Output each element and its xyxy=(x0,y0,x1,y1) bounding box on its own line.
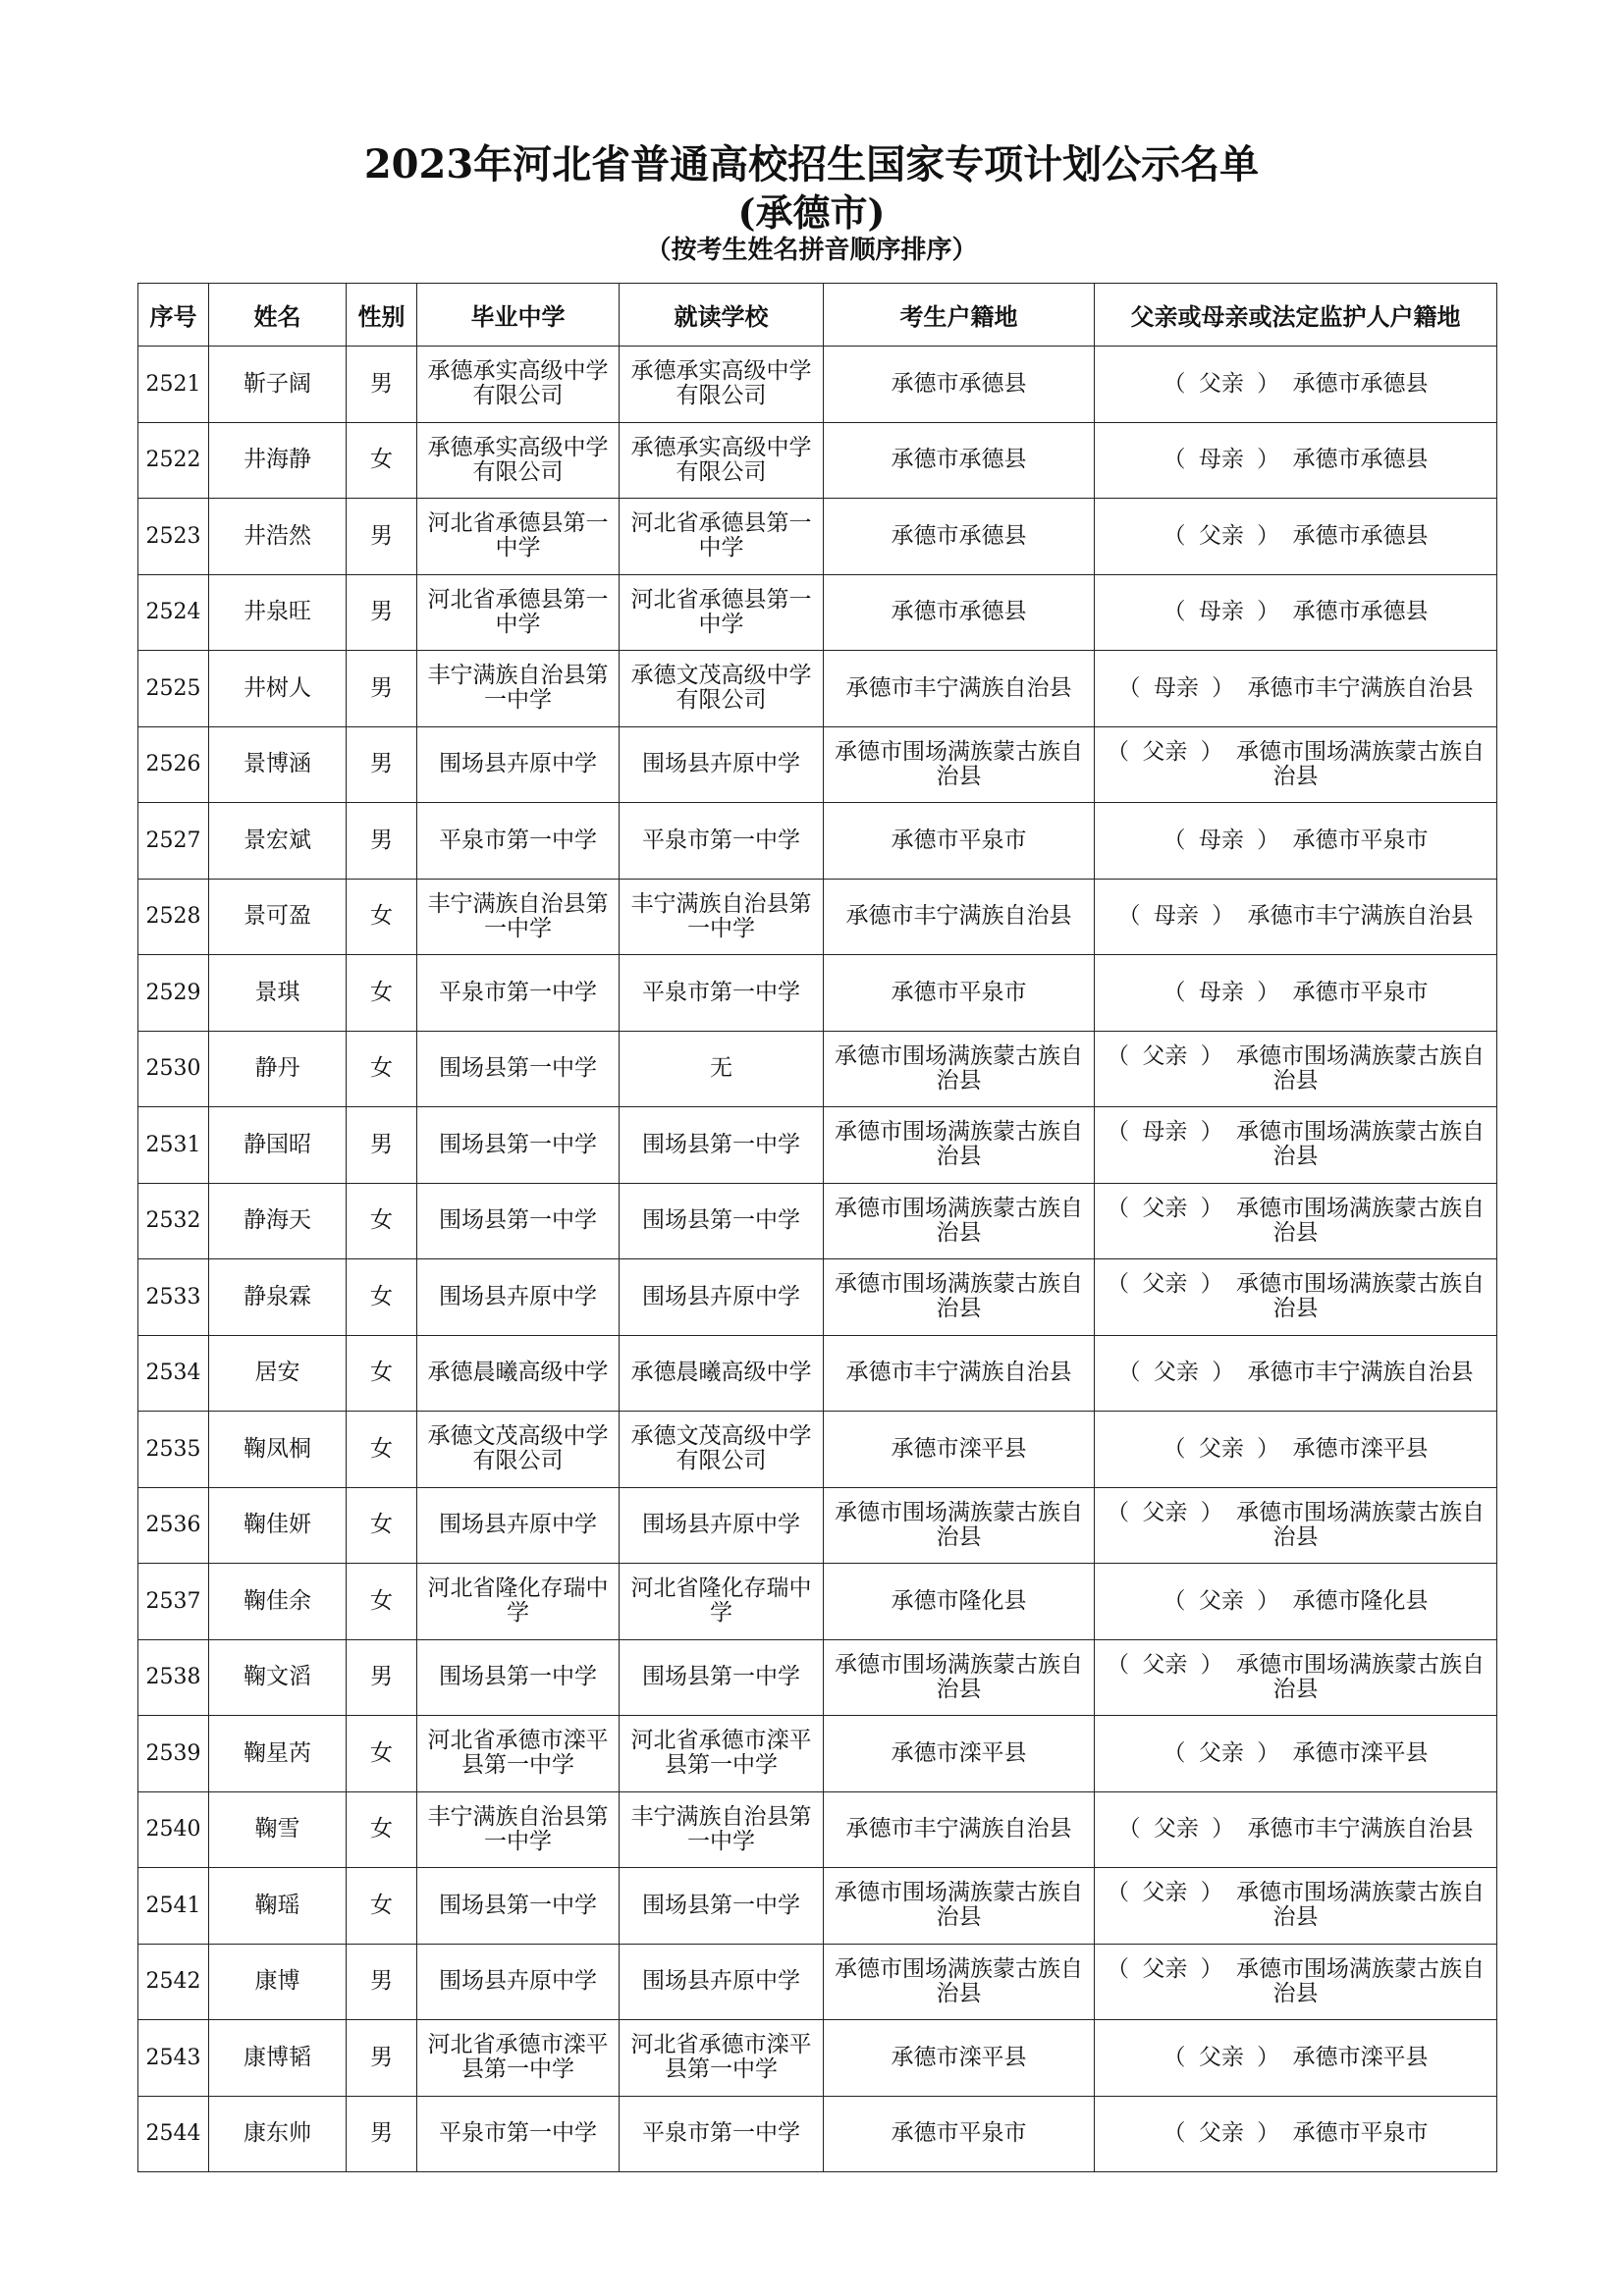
parent-domicile-cell: （ 父亲 ） 承德市围场满族蒙古族自治县 xyxy=(1095,1259,1497,1336)
candidate-domicile-cell: 承德市滦平县 xyxy=(824,1716,1095,1792)
parent-domicile-cell: （ 父亲 ） 承德市围场满族蒙古族自治县 xyxy=(1095,726,1497,803)
candidate-domicile-cell: 承德市丰宁满族自治县 xyxy=(824,1791,1095,1868)
name-cell: 井海静 xyxy=(209,422,347,499)
current-school-cell: 平泉市第一中学 xyxy=(620,803,824,880)
seq-cell: 2539 xyxy=(138,1716,209,1792)
graduate-school-cell: 围场县第一中学 xyxy=(417,1107,620,1184)
name-cell: 康东帅 xyxy=(209,2096,347,2172)
graduate-school-cell: 围场县卉原中学 xyxy=(417,1487,620,1564)
table-row xyxy=(138,347,1497,423)
candidate-domicile-cell: 承德市围场满族蒙古族自治县 xyxy=(824,1639,1095,1716)
header-seq: 序号 xyxy=(138,284,209,347)
graduate-school-cell: 围场县第一中学 xyxy=(417,1183,620,1259)
table-row xyxy=(138,1639,1497,1716)
table-row xyxy=(138,1335,1497,1412)
table-row xyxy=(138,1107,1497,1184)
gender-cell: 女 xyxy=(347,879,417,955)
graduate-school-cell: 河北省隆化存瑞中学 xyxy=(417,1564,620,1640)
table-row xyxy=(138,1868,1497,1945)
parent-domicile-cell: （ 父亲 ） 承德市承德县 xyxy=(1095,347,1497,423)
candidate-domicile-cell: 承德市丰宁满族自治县 xyxy=(824,1335,1095,1412)
name-cell: 井树人 xyxy=(209,651,347,727)
seq-cell: 2533 xyxy=(138,1259,209,1336)
gender-cell: 女 xyxy=(347,955,417,1032)
graduate-school-cell: 承德承实高级中学有限公司 xyxy=(417,422,620,499)
gender-cell: 女 xyxy=(347,1335,417,1412)
name-cell: 井泉旺 xyxy=(209,574,347,651)
parent-domicile-cell: （ 父亲 ） 承德市围场满族蒙古族自治县 xyxy=(1095,1868,1497,1945)
name-cell: 鞠佳余 xyxy=(209,1564,347,1640)
current-school-cell: 承德承实高级中学有限公司 xyxy=(620,422,824,499)
name-cell: 鞠星芮 xyxy=(209,1716,347,1792)
parent-domicile-cell: （ 父亲 ） 承德市围场满族蒙古族自治县 xyxy=(1095,1183,1497,1259)
parent-domicile-cell: （ 母亲 ） 承德市围场满族蒙古族自治县 xyxy=(1095,1107,1497,1184)
name-cell: 静海天 xyxy=(209,1183,347,1259)
parent-domicile-cell: （ 父亲 ） 承德市滦平县 xyxy=(1095,1412,1497,1488)
graduate-school-cell: 河北省承德市滦平县第一中学 xyxy=(417,1716,620,1792)
document-title: 2023年河北省普通高校招生国家专项计划公示名单 xyxy=(363,141,1260,187)
gender-cell: 男 xyxy=(347,499,417,575)
name-cell: 康博 xyxy=(209,1944,347,2020)
table-row xyxy=(138,1944,1497,2020)
current-school-cell: 河北省隆化存瑞中学 xyxy=(620,1564,824,1640)
gender-cell: 女 xyxy=(347,1868,417,1945)
parent-domicile-cell: （ 父亲 ） 承德市滦平县 xyxy=(1095,1716,1497,1792)
graduate-school-cell: 围场县卉原中学 xyxy=(417,1259,620,1336)
name-cell: 静丹 xyxy=(209,1031,347,1107)
table-row xyxy=(138,2020,1497,2097)
current-school-cell: 承德文茂高级中学有限公司 xyxy=(620,1412,824,1488)
seq-cell: 2523 xyxy=(138,499,209,575)
seq-cell: 2526 xyxy=(138,726,209,803)
candidate-domicile-cell: 承德市围场满族蒙古族自治县 xyxy=(824,1183,1095,1259)
table-row xyxy=(138,726,1497,803)
seq-cell: 2528 xyxy=(138,879,209,955)
seq-cell: 2538 xyxy=(138,1639,209,1716)
gender-cell: 男 xyxy=(347,574,417,651)
candidate-table xyxy=(137,283,1497,2172)
gender-cell: 女 xyxy=(347,1487,417,1564)
table-row xyxy=(138,1183,1497,1259)
graduate-school-cell: 围场县卉原中学 xyxy=(417,1944,620,2020)
parent-domicile-cell: （ 父亲 ） 承德市丰宁满族自治县 xyxy=(1095,1335,1497,1412)
current-school-cell: 围场县卉原中学 xyxy=(620,1259,824,1336)
parent-domicile-cell: （ 父亲 ） 承德市围场满族蒙古族自治县 xyxy=(1095,1487,1497,1564)
table-row xyxy=(138,1412,1497,1488)
seq-cell: 2540 xyxy=(138,1791,209,1868)
seq-cell: 2532 xyxy=(138,1183,209,1259)
current-school-cell: 河北省承德县第一中学 xyxy=(620,574,824,651)
gender-cell: 女 xyxy=(347,1183,417,1259)
parent-domicile-cell: （ 父亲 ） 承德市滦平县 xyxy=(1095,2020,1497,2097)
seq-cell: 2531 xyxy=(138,1107,209,1184)
gender-cell: 女 xyxy=(347,1791,417,1868)
header-current-school: 就读学校 xyxy=(620,284,824,347)
graduate-school-cell: 围场县第一中学 xyxy=(417,1868,620,1945)
current-school-cell: 丰宁满族自治县第一中学 xyxy=(620,879,824,955)
table-row xyxy=(138,1031,1497,1107)
parent-domicile-cell: （ 母亲 ） 承德市平泉市 xyxy=(1095,803,1497,880)
candidate-domicile-cell: 承德市丰宁满族自治县 xyxy=(824,879,1095,955)
candidate-domicile-cell: 承德市承德县 xyxy=(824,347,1095,423)
candidate-domicile-cell: 承德市平泉市 xyxy=(824,2096,1095,2172)
seq-cell: 2521 xyxy=(138,347,209,423)
seq-cell: 2529 xyxy=(138,955,209,1032)
name-cell: 井浩然 xyxy=(209,499,347,575)
current-school-cell: 围场县卉原中学 xyxy=(620,1944,824,2020)
current-school-cell: 围场县卉原中学 xyxy=(620,726,824,803)
current-school-cell: 围场县第一中学 xyxy=(620,1183,824,1259)
current-school-cell: 围场县第一中学 xyxy=(620,1107,824,1184)
parent-domicile-cell: （ 母亲 ） 承德市承德县 xyxy=(1095,422,1497,499)
name-cell: 康博韬 xyxy=(209,2020,347,2097)
graduate-school-cell: 平泉市第一中学 xyxy=(417,2096,620,2172)
table-row xyxy=(138,955,1497,1032)
current-school-cell: 围场县第一中学 xyxy=(620,1868,824,1945)
graduate-school-cell: 平泉市第一中学 xyxy=(417,803,620,880)
gender-cell: 男 xyxy=(347,803,417,880)
gender-cell: 女 xyxy=(347,1716,417,1792)
table-row xyxy=(138,803,1497,880)
seq-cell: 2534 xyxy=(138,1335,209,1412)
graduate-school-cell: 河北省承德县第一中学 xyxy=(417,499,620,575)
candidate-domicile-cell: 承德市平泉市 xyxy=(824,803,1095,880)
candidate-domicile-cell: 承德市围场满族蒙古族自治县 xyxy=(824,1031,1095,1107)
header-name: 姓名 xyxy=(209,284,347,347)
parent-domicile-cell: （ 母亲 ） 承德市平泉市 xyxy=(1095,955,1497,1032)
document-subtitle: (承德市) xyxy=(737,190,886,235)
name-cell: 景宏斌 xyxy=(209,803,347,880)
name-cell: 静泉霖 xyxy=(209,1259,347,1336)
graduate-school-cell: 围场县第一中学 xyxy=(417,1639,620,1716)
current-school-cell: 无 xyxy=(620,1031,824,1107)
table-row xyxy=(138,499,1497,575)
table-row xyxy=(138,1487,1497,1564)
name-cell: 靳子阔 xyxy=(209,347,347,423)
candidate-domicile-cell: 承德市围场满族蒙古族自治县 xyxy=(824,1487,1095,1564)
graduate-school-cell: 河北省承德市滦平县第一中学 xyxy=(417,2020,620,2097)
seq-cell: 2524 xyxy=(138,574,209,651)
parent-domicile-cell: （ 父亲 ） 承德市承德县 xyxy=(1095,499,1497,575)
parent-domicile-cell: （ 母亲 ） 承德市丰宁满族自治县 xyxy=(1095,879,1497,955)
candidate-domicile-cell: 承德市承德县 xyxy=(824,422,1095,499)
table-row xyxy=(138,1716,1497,1792)
candidate-domicile-cell: 承德市平泉市 xyxy=(824,955,1095,1032)
candidate-domicile-cell: 承德市围场满族蒙古族自治县 xyxy=(824,1944,1095,2020)
gender-cell: 男 xyxy=(347,1107,417,1184)
seq-cell: 2536 xyxy=(138,1487,209,1564)
graduate-school-cell: 围场县卉原中学 xyxy=(417,726,620,803)
table-row xyxy=(138,879,1497,955)
candidate-domicile-cell: 承德市围场满族蒙古族自治县 xyxy=(824,1107,1095,1184)
candidate-domicile-cell: 承德市承德县 xyxy=(824,499,1095,575)
table-row xyxy=(138,1564,1497,1640)
table-header-row xyxy=(138,284,1497,347)
name-cell: 鞠佳妍 xyxy=(209,1487,347,1564)
gender-cell: 男 xyxy=(347,2096,417,2172)
seq-cell: 2522 xyxy=(138,422,209,499)
table-row xyxy=(138,2096,1497,2172)
candidate-domicile-cell: 承德市围场满族蒙古族自治县 xyxy=(824,1259,1095,1336)
parent-domicile-cell: （ 父亲 ） 承德市围场满族蒙古族自治县 xyxy=(1095,1944,1497,2020)
graduate-school-cell: 承德文茂高级中学有限公司 xyxy=(417,1412,620,1488)
gender-cell: 男 xyxy=(347,1639,417,1716)
gender-cell: 男 xyxy=(347,651,417,727)
name-cell: 鞠雪 xyxy=(209,1791,347,1868)
parent-domicile-cell: （ 父亲 ） 承德市围场满族蒙古族自治县 xyxy=(1095,1639,1497,1716)
name-cell: 景可盈 xyxy=(209,879,347,955)
seq-cell: 2537 xyxy=(138,1564,209,1640)
table-row xyxy=(138,651,1497,727)
parent-domicile-cell: （ 父亲 ） 承德市丰宁满族自治县 xyxy=(1095,1791,1497,1868)
gender-cell: 男 xyxy=(347,347,417,423)
header-gender: 性别 xyxy=(347,284,417,347)
current-school-cell: 平泉市第一中学 xyxy=(620,2096,824,2172)
graduate-school-cell: 丰宁满族自治县第一中学 xyxy=(417,1791,620,1868)
name-cell: 鞠文滔 xyxy=(209,1639,347,1716)
gender-cell: 女 xyxy=(347,422,417,499)
graduate-school-cell: 丰宁满族自治县第一中学 xyxy=(417,651,620,727)
table-row xyxy=(138,574,1497,651)
current-school-cell: 河北省承德县第一中学 xyxy=(620,499,824,575)
header-parent-domicile: 父亲或母亲或法定监护人户籍地 xyxy=(1095,284,1497,347)
header-graduate-school: 毕业中学 xyxy=(417,284,620,347)
table-row xyxy=(138,1259,1497,1336)
candidate-domicile-cell: 承德市滦平县 xyxy=(824,1412,1095,1488)
gender-cell: 男 xyxy=(347,726,417,803)
table-row xyxy=(138,422,1497,499)
current-school-cell: 围场县卉原中学 xyxy=(620,1487,824,1564)
parent-domicile-cell: （ 父亲 ） 承德市隆化县 xyxy=(1095,1564,1497,1640)
current-school-cell: 围场县第一中学 xyxy=(620,1639,824,1716)
gender-cell: 女 xyxy=(347,1564,417,1640)
current-school-cell: 承德晨曦高级中学 xyxy=(620,1335,824,1412)
graduate-school-cell: 平泉市第一中学 xyxy=(417,955,620,1032)
graduate-school-cell: 河北省承德县第一中学 xyxy=(417,574,620,651)
parent-domicile-cell: （ 父亲 ） 承德市围场满族蒙古族自治县 xyxy=(1095,1031,1497,1107)
name-cell: 景博涵 xyxy=(209,726,347,803)
candidate-domicile-cell: 承德市丰宁满族自治县 xyxy=(824,651,1095,727)
graduate-school-cell: 承德晨曦高级中学 xyxy=(417,1335,620,1412)
graduate-school-cell: 承德承实高级中学有限公司 xyxy=(417,347,620,423)
seq-cell: 2541 xyxy=(138,1868,209,1945)
seq-cell: 2544 xyxy=(138,2096,209,2172)
candidate-domicile-cell: 承德市隆化县 xyxy=(824,1564,1095,1640)
current-school-cell: 承德文茂高级中学有限公司 xyxy=(620,651,824,727)
seq-cell: 2527 xyxy=(138,803,209,880)
current-school-cell: 河北省承德市滦平县第一中学 xyxy=(620,2020,824,2097)
parent-domicile-cell: （ 母亲 ） 承德市承德县 xyxy=(1095,574,1497,651)
gender-cell: 女 xyxy=(347,1259,417,1336)
table-body xyxy=(138,347,1497,2172)
name-cell: 居安 xyxy=(209,1335,347,1412)
name-cell: 景琪 xyxy=(209,955,347,1032)
seq-cell: 2535 xyxy=(138,1412,209,1488)
seq-cell: 2542 xyxy=(138,1944,209,2020)
sort-note: （按考生姓名拼音顺序排序） xyxy=(645,236,978,265)
parent-domicile-cell: （ 母亲 ） 承德市丰宁满族自治县 xyxy=(1095,651,1497,727)
name-cell: 鞠瑶 xyxy=(209,1868,347,1945)
gender-cell: 女 xyxy=(347,1031,417,1107)
current-school-cell: 平泉市第一中学 xyxy=(620,955,824,1032)
graduate-school-cell: 丰宁满族自治县第一中学 xyxy=(417,879,620,955)
current-school-cell: 河北省承德市滦平县第一中学 xyxy=(620,1716,824,1792)
candidate-domicile-cell: 承德市围场满族蒙古族自治县 xyxy=(824,726,1095,803)
seq-cell: 2525 xyxy=(138,651,209,727)
current-school-cell: 承德承实高级中学有限公司 xyxy=(620,347,824,423)
header-candidate-domicile: 考生户籍地 xyxy=(824,284,1095,347)
parent-domicile-cell: （ 父亲 ） 承德市平泉市 xyxy=(1095,2096,1497,2172)
seq-cell: 2543 xyxy=(138,2020,209,2097)
name-cell: 静国昭 xyxy=(209,1107,347,1184)
graduate-school-cell: 围场县第一中学 xyxy=(417,1031,620,1107)
name-cell: 鞠凤桐 xyxy=(209,1412,347,1488)
gender-cell: 女 xyxy=(347,1412,417,1488)
gender-cell: 男 xyxy=(347,2020,417,2097)
current-school-cell: 丰宁满族自治县第一中学 xyxy=(620,1791,824,1868)
candidate-domicile-cell: 承德市围场满族蒙古族自治县 xyxy=(824,1868,1095,1945)
gender-cell: 男 xyxy=(347,1944,417,2020)
candidate-domicile-cell: 承德市承德县 xyxy=(824,574,1095,651)
candidate-domicile-cell: 承德市滦平县 xyxy=(824,2020,1095,2097)
seq-cell: 2530 xyxy=(138,1031,209,1107)
table-row xyxy=(138,1791,1497,1868)
